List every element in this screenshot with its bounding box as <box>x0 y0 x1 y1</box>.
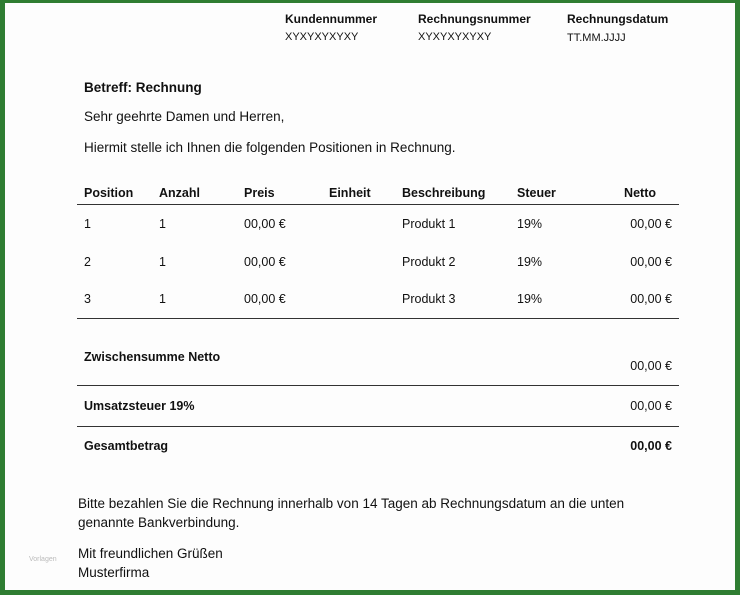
subtotal-label: Zwischensumme Netto <box>84 350 221 364</box>
subject-line: Betreff: Rechnung <box>84 80 202 95</box>
col-header-description: Beschreibung <box>402 186 486 200</box>
table-bottom-rule <box>77 318 679 319</box>
table-cell-price: 00,00 € <box>244 292 286 306</box>
watermark-text: Vorlagen <box>29 556 57 563</box>
vat-rule <box>77 426 679 427</box>
total-value: 00,00 € <box>630 439 672 453</box>
company-name: Musterfirma <box>78 565 150 580</box>
invoice-number-label: Rechnungsnummer <box>418 12 531 26</box>
table-cell-price: 00,00 € <box>244 255 286 269</box>
table-cell-quantity: 1 <box>159 217 166 231</box>
vat-label: Umsatzsteuer 19% <box>84 399 195 413</box>
payment-note-line2: genannte Bankverbindung. <box>78 515 240 530</box>
table-cell-quantity: 1 <box>159 255 166 269</box>
table-cell-description: Produkt 3 <box>402 292 456 306</box>
payment-note-line1: Bitte bezahlen Sie die Rechnung innerhalb von 14 Tagen ab Rechnungsdatum an die unten <box>78 496 625 511</box>
table-cell-tax: 19% <box>517 255 543 269</box>
table-cell-description: Produkt 2 <box>402 255 456 269</box>
table-cell-price: 00,00 € <box>244 217 286 231</box>
table-cell-position: 1 <box>84 217 91 231</box>
salutation: Sehr geehrte Damen und Herren, <box>84 109 285 124</box>
col-header-unit: Einheit <box>329 186 371 200</box>
vat-value: 00,00 € <box>630 399 672 413</box>
subtotal-value: 00,00 € <box>630 359 672 373</box>
invoice-number-value: XYXYXYXYXY <box>418 31 492 43</box>
table-cell-tax: 19% <box>517 292 543 306</box>
table-cell-quantity: 1 <box>159 292 166 306</box>
table-header-rule <box>77 204 679 205</box>
table-cell-description: Produkt 1 <box>402 217 456 231</box>
col-header-net: Netto <box>624 186 656 200</box>
invoice-page <box>5 3 735 590</box>
subtotal-rule <box>77 385 679 386</box>
intro-text: Hiermit stelle ich Ihnen die folgenden Positionen in Rechnung. <box>84 140 456 155</box>
total-label: Gesamtbetrag <box>84 439 169 453</box>
table-cell-position: 2 <box>84 255 91 269</box>
invoice-date-value: TT.MM.JJJJ <box>567 32 626 44</box>
table-cell-position: 3 <box>84 292 91 306</box>
col-header-position: Position <box>84 186 134 200</box>
col-header-price: Preis <box>244 186 275 200</box>
table-cell-net: 00,00 € <box>630 217 672 231</box>
col-header-quantity: Anzahl <box>159 186 200 200</box>
table-cell-net: 00,00 € <box>630 292 672 306</box>
invoice-date-label: Rechnungsdatum <box>567 12 669 26</box>
table-cell-tax: 19% <box>517 217 543 231</box>
customer-number-label: Kundennummer <box>285 12 378 26</box>
customer-number-value: XYXYXYXYXY <box>285 31 359 43</box>
col-header-tax: Steuer <box>517 186 556 200</box>
closing-greeting: Mit freundlichen Grüßen <box>78 546 223 561</box>
table-cell-net: 00,00 € <box>630 255 672 269</box>
